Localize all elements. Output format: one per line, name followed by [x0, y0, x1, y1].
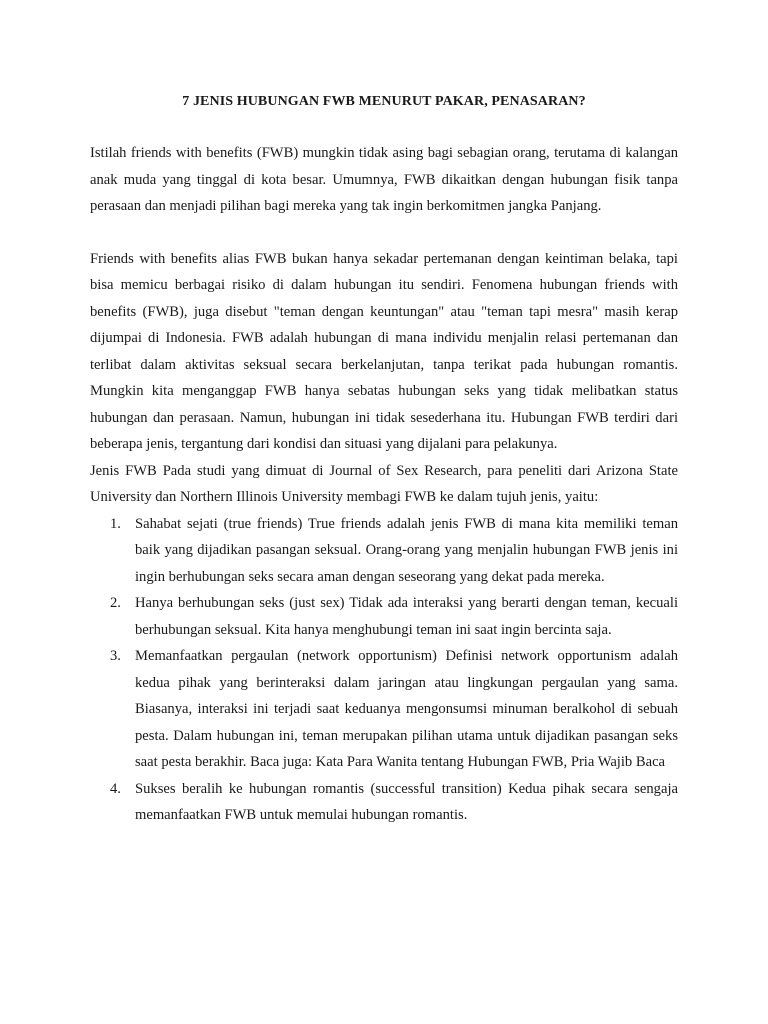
list-item-text: Memanfaatkan pergaulan (network opportunism) Definisi network opportunism adalah kedua pihak yang berinteraksi dalam jaringan atau lingkungan pergaulan yang sama. Biasanya, interaksi ini terjadi saat keduanya mengonsumsi minuman beralkohol di sebuah pesta. Dalam hubungan ini, teman merupakan pilihan utama untuk dijadikan pasangan seks saat pesta berakhir. Baca juga: Kata Para Wanita tentang Hubungan FWB, Pria Wajib Baca [135, 648, 678, 770]
list-item-number: 1. [110, 515, 121, 532]
intro-paragraph: Istilah friends with benefits (FWB) mungkin tidak asing bagi sebagian orang, terutama di kalangan anak muda yang tinggal di kota besar. Umumnya, FWB dikaitkan dengan hubungan fisik tanpa perasaan dan menjadi pilihan bagi mereka yang tak ingin berkomitmen jangka Panjang. [90, 145, 678, 214]
list-item [90, 511, 678, 591]
list-item-text: Hanya berhubungan seks (just sex) Tidak ada interaksi yang berarti dengan teman, kecuali berhubungan seksual. Kita hanya menghubungi teman ini saat ingin bercinta saja. [135, 595, 678, 638]
list-item [90, 590, 678, 643]
types-intro-paragraph: Jenis FWB Pada studi yang dimuat di Journal of Sex Research, para peneliti dari Arizona State University dan Northern Illinois University membagi FWB ke dalam tujuh jenis, yaitu: [90, 462, 678, 505]
document-title: 7 JENIS HUBUNGAN FWB MENURUT PAKAR, PENASARAN? [182, 94, 586, 109]
list-item-text: Sukses beralih ke hubungan romantis (successful transition) Kedua pihak secara sengaja memanfaatkan FWB untuk memulai hubungan romantis. [135, 780, 678, 823]
fwb-types-list [90, 511, 678, 829]
body-paragraph: Friends with benefits alias FWB bukan hanya sekadar pertemanan dengan keintiman belaka, tapi bisa memicu berbagai risiko di dalam hubungan itu sendiri. Fenomena hubungan friends with benefits (FWB), juga disebut "teman dengan keuntungan" atau "teman tapi mesra" masih kerap dijumpai di Indonesia. FWB adalah hubungan di mana individu menjalin relasi pertemanan dan terlibat dalam aktivitas seksual secara berkelanjutan, tanpa terikat pada hubungan romantis. Mungkin kita menganggap FWB hanya sebatas hubungan seks yang tidak melibatkan status hubungan dan perasaan. Namun, hubungan ini tidak sesederhana itu. Hubungan FWB terdiri dari beberapa jenis, tergantung dari kondisi dan situasi yang dijalani para pelakunya. [90, 250, 678, 452]
list-item-number: 4. [110, 780, 121, 797]
list-item [90, 643, 678, 776]
list-item-text: Sahabat sejati (true friends) True friends adalah jenis FWB di mana kita memiliki teman baik yang dijadikan pasangan seksual. Orang-orang yang menjalin hubungan FWB jenis ini ingin berhubungan seks secara aman dengan seseorang yang dekat pada mereka. [135, 515, 678, 585]
list-item-number: 2. [110, 595, 121, 611]
list-item [90, 776, 678, 829]
document-body [90, 90, 678, 829]
list-item-number: 3. [110, 648, 121, 664]
